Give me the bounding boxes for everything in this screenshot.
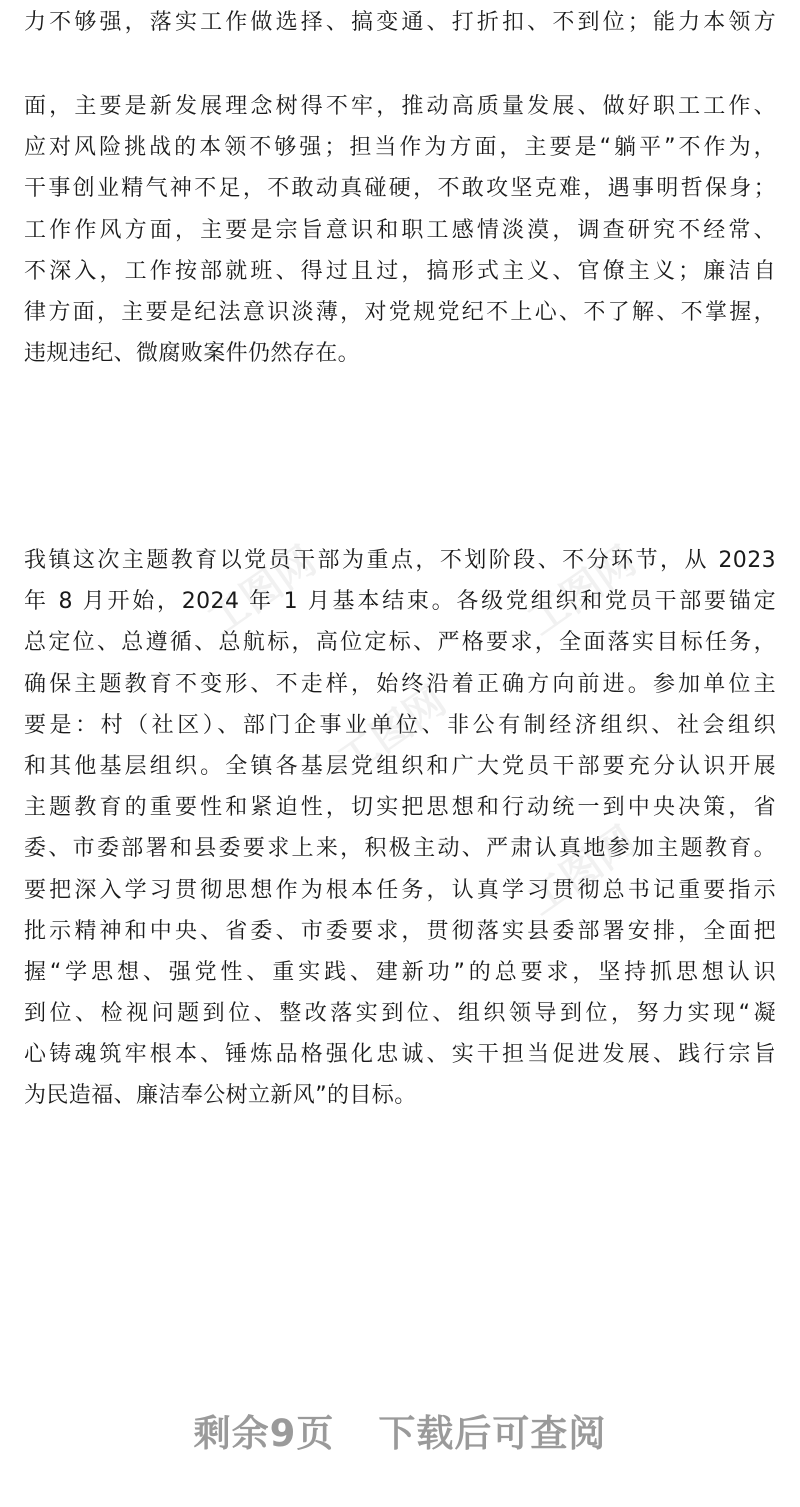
watermark: 工图网 [329,678,455,785]
watermark: 工图网 [519,818,645,925]
paragraph [24,86,776,374]
text-line: 和其他基层组织。全镇各基层党组织和广大党员干部要充分认识开展 [24,753,776,779]
paragraph-fragment [24,2,776,43]
text-line: 为民造福、廉洁奉公树立新风”的目标。 [24,1083,417,1109]
text-line: 力不够强，落实工作做选择、搞变通、打折扣、不到位；能力本领方 [24,10,776,35]
text-line: 要把深入学习贯彻思想作为根本任务，认真学习贯彻总书记重要指示 [24,877,776,903]
text-line: 到位、检视问题到位、整改落实到位、组织领导到位，努力实现“凝 [24,1001,776,1027]
download-prompt[interactable] [0,1403,800,1457]
remaining-pages-label: 剩余9页 [193,1412,335,1455]
text-line: 批示精神和中央、省委、市委要求，贯彻落实县委部署安排，全面把 [24,918,776,944]
text-line: 委、市委部署和县委要求上来，积极主动、严肃认真地参加主题教育。 [24,836,776,862]
text-line: 主题教育的重要性和紧迫性，切实把思想和行动统一到中央决策，省 [24,795,776,821]
text-line: 握“学思想、强党性、重实践、建新功”的总要求，坚持抓思想认识 [24,959,776,985]
text-line: 违规违纪、微腐败案件仍然存在。 [24,341,361,367]
text-line: 律方面，主要是纪法意识淡薄，对党规党纪不上心、不了解、不掌握， [24,299,776,325]
text-line: 工作作风方面，主要是宗旨意识和职工感情淡漠，调查研究不经常、 [24,217,776,243]
paragraph [24,540,776,1117]
download-to-view-label: 下载后可查阅 [378,1412,607,1455]
text-line: 要是：村（社区）、部门企事业单位、非公有制经济组织、社会组织 [24,712,776,738]
watermark: 工图网 [199,538,325,645]
text-line: 确保主题教育不变形、不走样，始终沿着正确方向前进。参加单位主 [24,671,776,697]
text-line: 面，主要是新发展理念树得不牢，推动高质量发展、做好职工工作、 [24,94,776,119]
text-line: 不深入，工作按部就班、得过且过，搞形式主义、官僚主义；廉洁自 [24,258,776,284]
text-line: 心铸魂筑牢根本、锤炼品格强化忠诚、实干担当促进发展、践行宗旨 [24,1042,776,1068]
text-line: 应对风险挑战的本领不够强；担当作为方面，主要是“躺平”不作为， [24,135,776,161]
watermark: 工图网 [519,538,645,645]
text-line: 干事创业精气神不足，不敢动真碰硬，不敢攻坚克难，遇事明哲保身； [24,176,776,202]
text-line: 总定位、总遵循、总航标，高位定标、严格要求，全面落实目标任务， [24,630,776,656]
text-line: 我镇这次主题教育以党员干部为重点，不划阶段、不分环节，从 2023 [24,548,776,573]
text-line: 年 8 月开始，2024 年 1 月基本结束。各级党组织和党员干部要锚定 [24,589,776,615]
